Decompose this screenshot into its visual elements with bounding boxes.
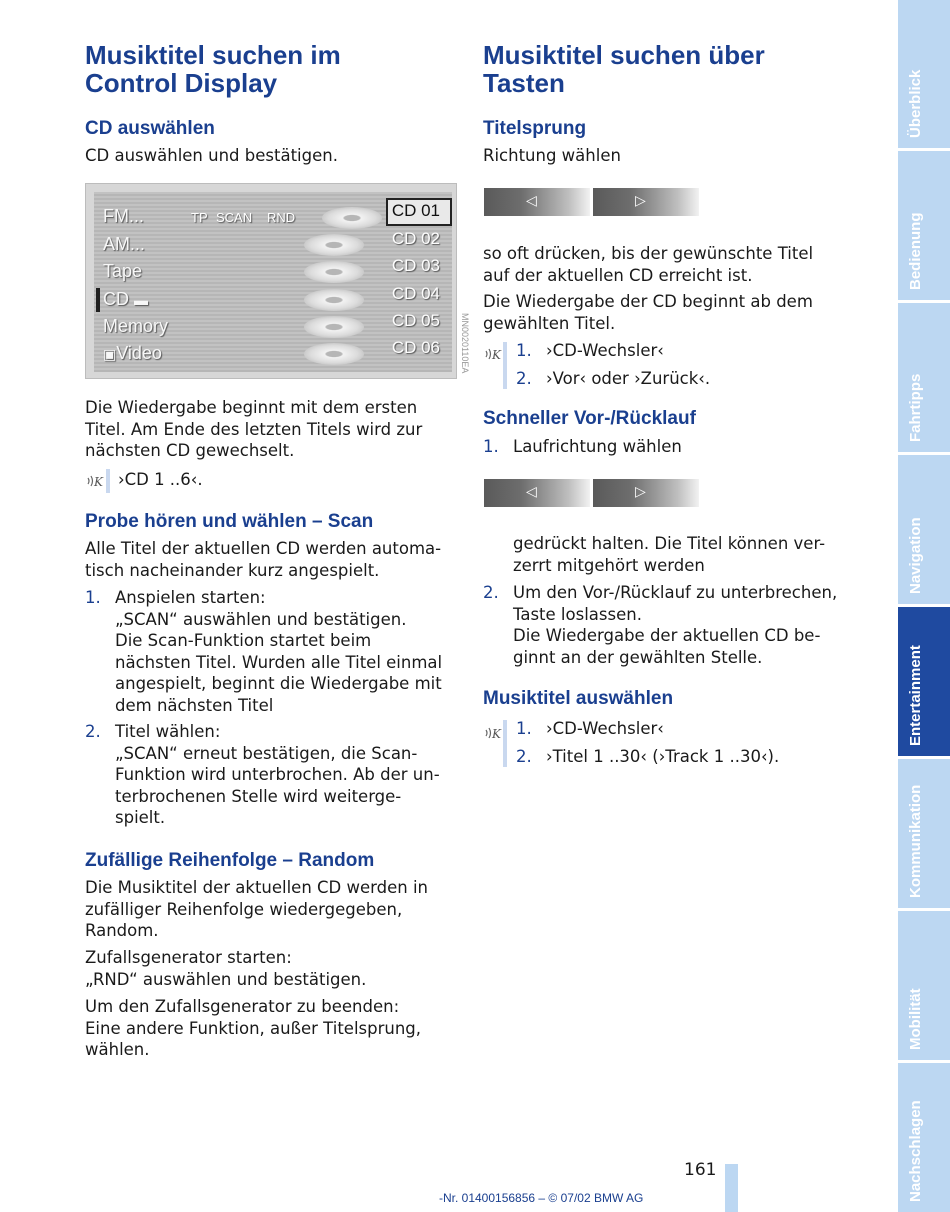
cd-disc-icon [304,316,364,338]
random-text [85,877,428,942]
image-code: MN0020110EA [460,313,470,374]
mode-rnd: RND [267,210,296,225]
voice-command-bar [106,469,110,493]
text-line: Die Wiedergabe beginnt mit dem ersten [85,398,418,417]
jump-desc [483,243,813,286]
menu-item-video [103,343,162,364]
jump-text: Richtung wählen [483,146,621,165]
cd-disc-icon [322,207,382,229]
cd-label-1: CD 01 [391,201,440,220]
tab-label: Nachschlagen [907,1100,924,1202]
text-line: Anspielen starten: [115,588,266,607]
voice-command-icon [86,472,108,490]
scan-intro [85,538,441,581]
voice-step-text: ›Titel 1 ..30‹ (›Track 1 ..30‹). [546,747,780,766]
text-line: terbrochenen Stelle wird weiterge- [115,786,402,806]
text-line: Random. [85,921,159,940]
jump-result [483,291,813,334]
title-line-1: Musiktitel suchen im [85,40,341,70]
text-line: ginnt an der gewählten Stelle. [513,647,763,667]
text-line: so oft drücken, bis der gewünschte Titel [483,244,814,263]
cd-disc-icon [304,289,364,311]
tab-label-wrap [898,1063,950,1212]
cd-disc-icon [304,234,364,256]
fast-forward-key [593,479,699,507]
voice-step-text: ›CD-Wechsler‹ [546,719,664,738]
tab-label-wrap [898,151,950,300]
svg-text:K: K [492,348,501,362]
list-number: 2. [516,747,532,766]
voice-step-text: ›CD-Wechsler‹ [546,341,664,360]
text-line: Taste loslassen. [513,604,642,624]
random-stop-text [85,996,421,1061]
page-title-left [85,41,341,97]
text-line: Funktion wird unterbrochen. Ab der un- [115,765,440,784]
fast-step-1: Laufrichtung wählen [513,437,682,456]
tab-fahrtipps[interactable] [898,303,950,455]
text-line: auf der aktuellen CD erreicht ist. [483,265,753,285]
video-icon: ▣ [103,346,117,362]
cd-label-4: CD 04 [391,284,440,303]
select-heading: Musiktitel auswählen [483,688,674,709]
text-line: wählen. [85,1040,150,1059]
list-number: 1. [516,719,532,738]
text-line: Titel. Am Ende des letzten Titels wird zur [85,419,423,439]
list-number: 2. [483,583,499,602]
text-line: dem nächsten Titel [115,695,274,715]
tab-entertainment[interactable] [898,607,950,759]
tab-mobilitaet[interactable] [898,911,950,1063]
cd-label-3: CD 03 [391,256,440,275]
menu-item-fm: FM... [103,206,144,226]
list-number: 1. [85,588,101,607]
voice-command-bar [503,720,507,767]
random-heading: Zufällige Reihenfolge – Random [85,850,375,871]
text-line: „RND“ auswählen und bestätigen. [85,969,367,989]
svg-text:K: K [492,727,501,741]
tab-label-wrap [898,455,950,604]
tab-label-wrap [898,303,950,452]
tab-label: Entertainment [907,645,924,746]
text-line: Alle Titel der aktuellen CD werden automa- [85,539,442,558]
tab-label: Navigation [907,517,924,594]
copyright-footer: -Nr. 01400156856 – © 07/02 BMW AG [439,1191,644,1205]
random-start-text [85,947,366,990]
text-line: Eine andere Funktion, außer Titelsprung, [85,1018,422,1038]
play-text [85,397,422,462]
cd-label-6: CD 06 [391,338,440,357]
menu-item-cd [103,289,148,310]
title-line-2: Control Display [85,68,278,98]
tab-label: Fahrtipps [907,373,924,442]
arrow-right-icon: ▷ [635,484,646,500]
voice-step-text: ›Vor‹ oder ›Zurück‹. [546,369,711,388]
page-title-right [483,41,765,97]
text-line: Die Wiedergabe der aktuellen CD be- [513,626,821,645]
text-line: gewählten Titel. [483,313,616,333]
tab-label: Kommunikation [907,784,924,898]
title-line-2: Tasten [483,68,565,98]
scan-step-1 [115,587,442,716]
tab-nachschlagen[interactable] [898,1063,950,1212]
text-line: nächsten CD gewechselt. [85,441,295,460]
text-line: zerrt mitgehört werden [513,555,705,575]
menu-item-cd-label: CD [103,289,129,309]
menu-item-video-label: Video [116,343,162,363]
text-line: Die Musiktitel der aktuellen CD werden in [85,878,429,897]
cd-disc-icon [304,261,364,283]
tab-navigation[interactable] [898,455,950,607]
cd-icon: ▬ [134,292,149,308]
arrow-right-icon: ▷ [635,193,646,209]
jump-heading: Titelsprung [483,118,587,139]
cd-label-5: CD 05 [391,311,440,330]
tab-bedienung[interactable] [898,151,950,303]
menu-item-am: AM... [103,234,146,254]
fast-step-1-cont [513,533,825,576]
tab-label-wrap [898,759,950,908]
svg-text:K: K [94,475,103,489]
rewind-key [484,479,590,507]
arrow-left-icon: ◁ [526,193,537,209]
voice-cd-text: ›CD 1 ..6‹. [118,470,203,489]
cd-label-2: CD 02 [391,229,440,248]
text-line: Um den Zufallsgenerator zu beenden: [85,997,400,1016]
page-marker [725,1164,738,1212]
text-line: „SCAN“ auswählen und bestätigen. [115,609,407,629]
text-line: Titel wählen: [115,722,221,741]
scan-heading: Probe hören und wählen – Scan [85,511,374,532]
page-number: 161 [684,1160,717,1180]
text-line: Die Scan-Funktion startet beim [115,631,372,650]
cd-disc-icon [304,343,364,365]
text-line: nächsten Titel. Wurden alle Titel einmal [115,652,443,672]
text-line: Um den Vor-/Rücklauf zu unterbrechen, [513,583,838,602]
list-number: 2. [516,369,532,388]
menu-item-tape: Tape [103,261,143,281]
tab-kommunikation[interactable] [898,759,950,911]
fast-heading: Schneller Vor-/Rücklauf [483,408,696,429]
menu-item-memory: Memory [103,316,169,336]
control-display-screen [94,192,452,372]
tab-label: Bedienung [907,212,924,290]
tab-label: Überblick [907,69,924,138]
list-number: 1. [483,437,499,456]
text-line: angespielt, beginnt die Wiedergabe mit [115,674,442,693]
menu-selection-marker [96,288,100,312]
list-number: 2. [85,722,101,741]
tab-label-wrap [898,607,950,756]
tab-label-wrap [898,911,950,1060]
tab-ueberblick[interactable] [898,0,950,151]
voice-command-bar [503,342,507,389]
mode-tp: TP [191,210,208,225]
skip-back-key [484,188,590,216]
text-line: Zufallsgenerator starten: [85,948,292,967]
text-line: gedrückt halten. Die Titel können ver- [513,534,826,553]
text-line: spielt. [115,808,166,827]
scan-step-2 [115,721,440,829]
cd-text: CD auswählen und bestätigen. [85,146,338,165]
list-number: 1. [516,341,532,360]
text-line: zufälliger Reihenfolge wiedergegeben, [85,899,403,919]
cd-heading: CD auswählen [85,118,215,139]
fast-step-2 [513,582,837,668]
tab-label-wrap [898,0,950,148]
text-line: „SCAN“ erneut bestätigen, die Scan- [115,743,418,763]
title-line-1: Musiktitel suchen über [483,40,765,70]
control-display-image [85,183,457,379]
text-line: Die Wiedergabe der CD beginnt ab dem [483,292,813,311]
skip-forward-key [593,188,699,216]
mode-scan: SCAN [216,210,253,225]
text-line: tisch nacheinander kurz angespielt. [85,560,380,580]
tab-label: Mobilität [907,988,924,1050]
arrow-left-icon: ◁ [526,484,537,500]
